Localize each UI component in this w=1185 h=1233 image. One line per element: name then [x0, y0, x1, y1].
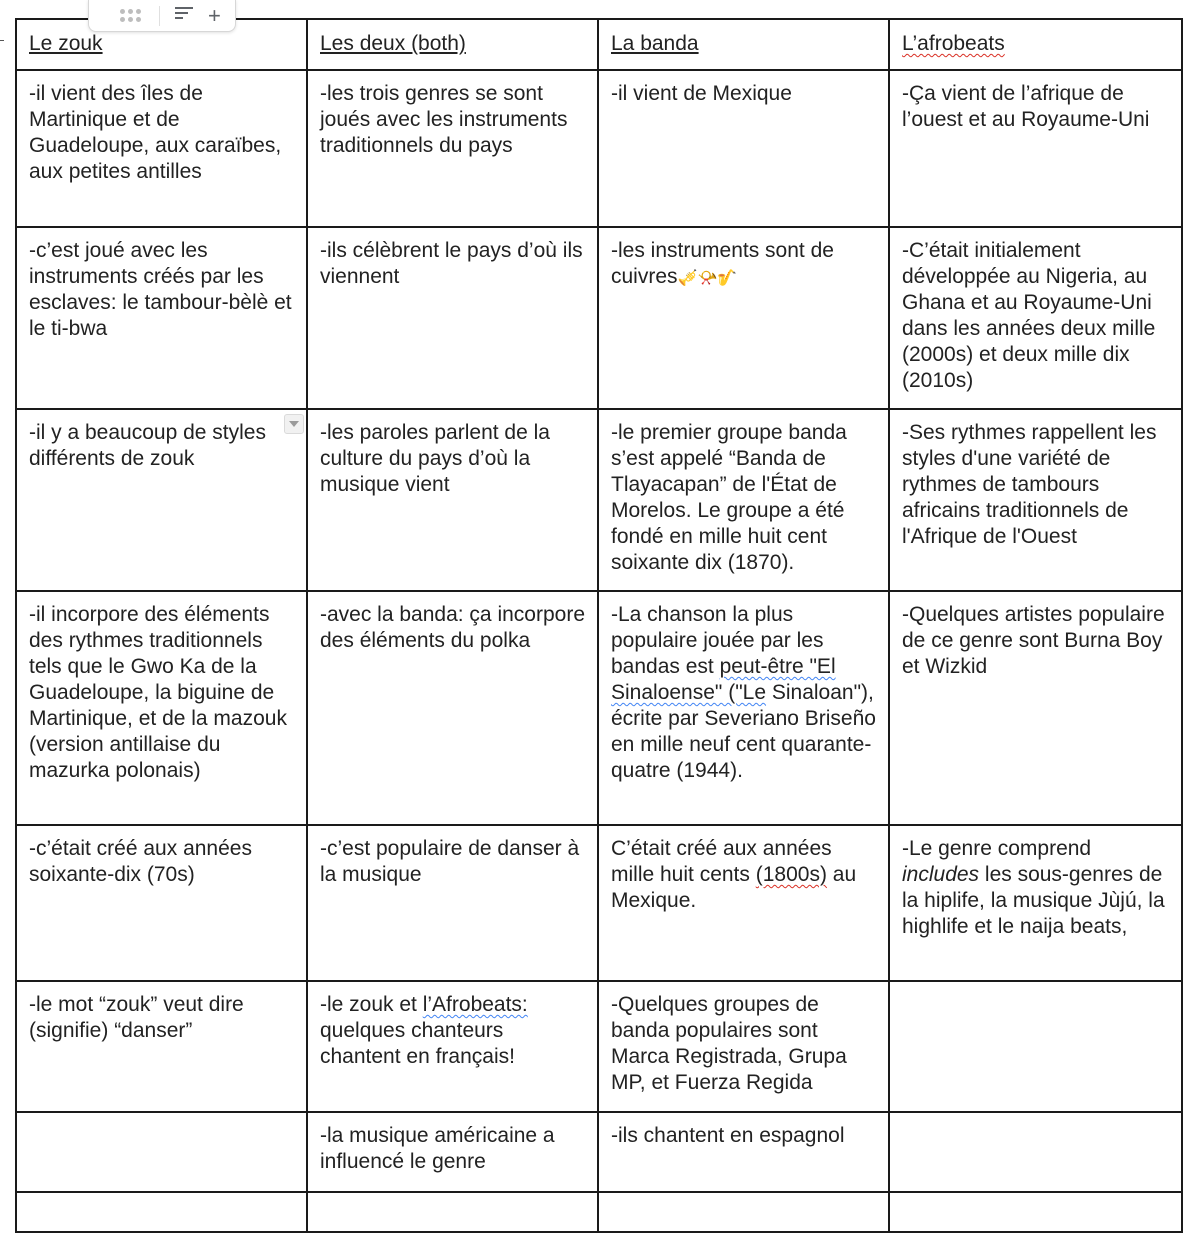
- table-cell[interactable]: [598, 1112, 889, 1192]
- margin-marker: [0, 40, 4, 41]
- cell-text: -il vient des îles de Martinique et de Guadeloupe, aux caraïbes, aux petites antilles: [29, 82, 282, 183]
- cell-text: -Quelques artistes populaire de ce genre sont Burna Boy et Wizkid: [902, 603, 1165, 678]
- table-cell[interactable]: [307, 409, 598, 591]
- table-cell[interactable]: [307, 1112, 598, 1192]
- table-row: [16, 70, 1182, 227]
- header-cell-both[interactable]: [307, 19, 598, 70]
- cell-text: -la musique américaine a influencé le genre: [320, 1124, 555, 1173]
- cell-text: -le zouk et: [320, 993, 423, 1016]
- table-cell[interactable]: [16, 409, 307, 591]
- table-row: [16, 591, 1182, 825]
- table-cell[interactable]: [16, 227, 307, 409]
- cell-text: -Le genre comprend: [902, 837, 1092, 860]
- table-cell[interactable]: [598, 227, 889, 409]
- cell-text: C’était créé aux années mille huit cents: [611, 837, 832, 886]
- table-cell[interactable]: [16, 1112, 307, 1192]
- cell-text: au Mexique.: [611, 863, 857, 912]
- cell-text: -ils chantent en espagnol: [611, 1124, 845, 1147]
- table-cell[interactable]: [16, 70, 307, 227]
- cell-text: -il y a beaucoup de styles différents de zouk: [29, 421, 266, 470]
- table-cell[interactable]: [889, 825, 1182, 981]
- header-banda: La banda: [611, 32, 699, 55]
- table-cell[interactable]: [598, 70, 889, 227]
- cell-text: -il incorpore des éléments des rythmes traditionnels tels que le Gwo Ka de la Guadeloupe, la biguine de Martinique, et de la mazouk (version antillaise du mazurka polonais): [29, 603, 287, 782]
- table-cell[interactable]: [307, 825, 598, 981]
- cell-menu-chevron-down-icon[interactable]: [284, 414, 304, 434]
- cell-text-italic: includes: [902, 863, 980, 886]
- table-cell[interactable]: [598, 1192, 889, 1232]
- table-cell[interactable]: [307, 70, 598, 227]
- table-cell[interactable]: [889, 227, 1182, 409]
- header-zouk: Le zouk: [29, 32, 103, 55]
- cell-text: -Ça vient de l’afrique de l’ouest et au Royaume-Uni: [902, 82, 1150, 131]
- add-row-plus-icon[interactable]: +: [208, 2, 221, 28]
- cell-text: -c’est populaire de danser à la musique: [320, 837, 580, 886]
- table-cell[interactable]: [16, 1192, 307, 1232]
- table-cell[interactable]: [889, 409, 1182, 591]
- cell-text: -La chanson la plus populaire jouée par les bandas est: [611, 603, 824, 678]
- cell-text: -il vient de Mexique: [611, 82, 792, 105]
- table-cell[interactable]: [889, 70, 1182, 227]
- cell-text: -les instruments sont de cuivres: [611, 239, 834, 288]
- cell-text: -les trois genres se sont joués avec les instruments traditionnels du pays: [320, 82, 568, 157]
- cell-text: -les paroles parlent de la culture du pays d’où la musique vient: [320, 421, 550, 496]
- cell-text: -ils célèbrent le pays d’où ils viennent: [320, 239, 583, 288]
- cell-text: -le premier groupe banda s’est appelé “Banda de Tlayacapan” de l'État de Morelos. Le groupe a été fondé en mille huit cent soixante dix (1870).: [611, 421, 847, 574]
- drag-handle-icon[interactable]: [120, 9, 141, 22]
- table-row: [16, 409, 1182, 591]
- sort-lines-icon[interactable]: [174, 4, 196, 27]
- table-row: [16, 1112, 1182, 1192]
- table-cell[interactable]: [598, 825, 889, 981]
- table-cell[interactable]: [889, 591, 1182, 825]
- table-cell[interactable]: [307, 227, 598, 409]
- header-both: Les deux (both): [320, 32, 466, 55]
- table-cell[interactable]: [889, 1192, 1182, 1232]
- table-cell[interactable]: [598, 591, 889, 825]
- table-row: [16, 1192, 1182, 1232]
- table-cell[interactable]: [307, 1192, 598, 1232]
- header-cell-afrobeats[interactable]: [889, 19, 1182, 70]
- table-cell[interactable]: [889, 1112, 1182, 1192]
- cell-text: Sinaloan"), écrite par Severiano Briseño en mille neuf cent quarante-quatre (1944).: [611, 681, 876, 782]
- header-cell-banda[interactable]: [598, 19, 889, 70]
- cell-text: -Ses rythmes rappellent les styles d'une variété de rythmes de tambours africains traditionnels de l'Afrique de l'Ouest: [902, 421, 1157, 548]
- comparison-table: [15, 18, 1183, 1233]
- cell-text: -c’était créé aux années soixante-dix (70s): [29, 837, 252, 886]
- table-cell[interactable]: [16, 981, 307, 1112]
- table-cell[interactable]: [16, 825, 307, 981]
- cell-text: -Quelques groupes de banda populaires sont Marca Registrada, Grupa MP, et Fuerza Regida: [611, 993, 847, 1094]
- table-cell[interactable]: [598, 409, 889, 591]
- table-row: [16, 825, 1182, 981]
- table-cell[interactable]: [889, 981, 1182, 1112]
- cell-text: les sous-genres de la hiplife, la musique Jùjú, la highlife et le naija beats,: [902, 863, 1165, 938]
- cell-text: -avec la banda: ça incorpore des éléments du polka: [320, 603, 585, 652]
- table-row: [16, 981, 1182, 1112]
- table-cell[interactable]: [16, 591, 307, 825]
- table-cell[interactable]: [307, 591, 598, 825]
- grammar-flag[interactable]: l’Afrobeats:: [422, 993, 528, 1016]
- table-row: [16, 227, 1182, 409]
- grammar-flag[interactable]: peut-être "El Sinaloense" ("Le: [611, 655, 836, 704]
- table-row-toolbar: [88, 0, 236, 32]
- cell-text: -c’est joué avec les instruments créés par les esclaves: le tambour-bèlè et le ti-bwa: [29, 239, 292, 340]
- toolbar-divider: [159, 6, 160, 26]
- cell-text: -le mot “zouk” veut dire (signifie) “danser”: [29, 993, 244, 1042]
- cell-text: -C’était initialement développée au Nigeria, au Ghana et au Royaume-Uni dans les années deux mille (2000s) et deux mille dix (2010s): [902, 239, 1156, 392]
- table-cell[interactable]: [307, 981, 598, 1112]
- cell-text: quelques chanteurs chantent en français!: [320, 1019, 515, 1068]
- spelling-flag[interactable]: (1800s): [755, 863, 827, 886]
- table-cell[interactable]: [598, 981, 889, 1112]
- header-afrobeats: L’afrobeats: [902, 32, 1005, 55]
- brass-instruments-icon: 🎺📯🎷: [677, 270, 738, 287]
